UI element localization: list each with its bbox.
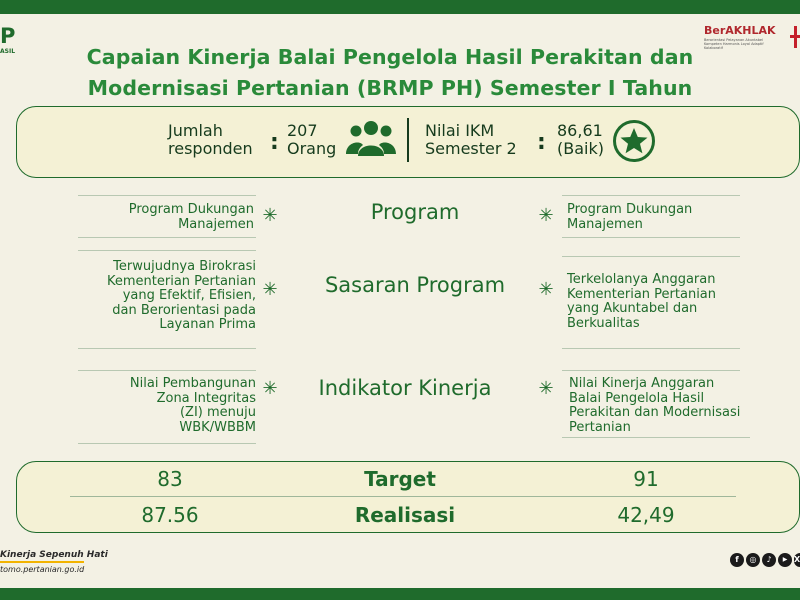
realisasi-left-value: 87.56 — [141, 503, 199, 527]
indikator-left-text — [60, 377, 256, 435]
sasaran-heading: Sasaran Program — [324, 273, 506, 297]
respondents-value-line-1: 207 — [287, 121, 318, 140]
divider-line — [562, 437, 750, 438]
logo-left — [0, 24, 28, 58]
divider-line — [78, 237, 256, 238]
asterisk-icon: ✳ — [262, 378, 278, 399]
text-line: Program Dukungan — [128, 202, 254, 217]
x-icon[interactable]: X — [794, 553, 800, 567]
ikm-value-line-2: (Baik) — [557, 139, 604, 158]
logo-left-sub: ASIL — [0, 48, 16, 55]
sasaran-left-text — [54, 260, 256, 333]
facebook-icon[interactable]: f — [730, 553, 744, 567]
text-line: Nilai Kinerja Anggaran — [569, 376, 715, 391]
text-line: yang Efektif, Efisien, — [122, 288, 256, 303]
program-right-text — [567, 203, 767, 232]
text-line: (ZI) menuju — [179, 405, 256, 420]
sasaran-right-text — [567, 273, 777, 331]
ikm-label — [425, 122, 517, 158]
divider-line — [562, 370, 740, 371]
footer-slogan: Kinerja Sepenuh Hati — [0, 550, 108, 560]
tiktok-icon[interactable]: ♪ — [762, 553, 776, 567]
text-line: yang Akuntabel dan — [567, 301, 698, 316]
realisasi-right-value: 42,49 — [617, 503, 675, 527]
text-line: Terwujudnya Birokrasi — [113, 259, 256, 274]
text-line: Pertanian — [569, 419, 631, 435]
text-line: dan Berorientasi pada — [112, 302, 256, 318]
ikm-value-line-1: 86,61 — [557, 121, 603, 140]
indikator-right-text — [569, 377, 794, 435]
text-line: Nilai Pembangunan — [129, 376, 256, 391]
text-line: Berkualitas — [567, 315, 640, 331]
target-divider — [70, 496, 736, 497]
divider-line — [78, 370, 256, 371]
title-line-2: Modernisasi Pertanian (BRMP PH) Semester I Tahun — [87, 76, 693, 100]
text-line: Kementerian Pertanian — [106, 273, 256, 289]
text-line: Balai Pengelola Hasil — [569, 390, 705, 406]
text-line: WBK/WBBM — [179, 419, 256, 435]
respondents-label — [168, 122, 253, 158]
bottom-bar — [0, 588, 800, 600]
divider-line — [78, 443, 256, 444]
indikator-heading: Indikator Kinerja — [318, 376, 492, 400]
target-left-value: 83 — [157, 467, 183, 491]
asterisk-icon: ✳ — [538, 279, 554, 300]
divider-line — [562, 195, 740, 196]
berakhlak-brand: BerAKHLAK — [704, 24, 776, 37]
text-line: Zona Integritas — [156, 390, 256, 406]
asterisk-icon: ✳ — [262, 205, 278, 226]
red-mark-icon — [790, 26, 800, 50]
ikm-label-line-2: Semester 2 — [425, 139, 517, 158]
text-line: Manajemen — [567, 216, 643, 232]
respondents-colon: : — [270, 130, 279, 155]
respondents-value-line-2: Orang — [287, 139, 337, 158]
ikm-value — [557, 122, 604, 158]
ikm-label-line-1: Nilai IKM — [425, 121, 495, 140]
asterisk-icon: ✳ — [538, 378, 554, 399]
text-line: Program Dukungan — [567, 202, 693, 217]
asterisk-icon: ✳ — [538, 205, 554, 226]
respondents-label-line-2: responden — [168, 139, 253, 158]
text-line: Perakitan dan Modernisasi — [569, 405, 741, 420]
divider-line — [562, 256, 740, 257]
respondents-value — [287, 122, 336, 158]
divider-line — [562, 348, 740, 349]
star-badge-icon — [612, 119, 656, 163]
asterisk-icon: ✳ — [262, 279, 278, 300]
target-label: Target — [364, 467, 436, 491]
respondents-label-line-1: Jumlah — [168, 121, 223, 140]
divider-line — [78, 250, 256, 251]
program-left-text — [60, 203, 254, 232]
instagram-icon[interactable]: ◎ — [746, 553, 760, 567]
footer-url[interactable]: tomo.pertanian.go.id — [0, 565, 85, 574]
divider-line — [78, 195, 256, 196]
top-bar — [0, 0, 800, 14]
logo-left-mark: P — [0, 24, 16, 48]
program-heading: Program — [370, 200, 460, 224]
text-line: Terkelolanya Anggaran — [567, 272, 716, 287]
divider-line — [562, 237, 740, 238]
divider-line — [78, 348, 256, 349]
text-line: Layanan Prima — [159, 317, 256, 332]
people-group-icon — [346, 120, 396, 156]
text-line: Kementerian Pertanian — [567, 286, 717, 302]
summary-divider — [407, 118, 409, 162]
ikm-colon: : — [537, 130, 546, 155]
berakhlak-tagline: Berorientasi Pelayanan Akuntabel Kompeten Harmonis Loyal Adaptif Kolaboratif — [704, 38, 764, 50]
realisasi-label: Realisasi — [354, 503, 456, 527]
title-line-1: Capaian Kinerja Balai Pengelola Hasil Perakitan dan — [86, 45, 694, 69]
target-right-value: 91 — [633, 467, 659, 491]
footer-rule — [0, 561, 84, 563]
text-line: Manajemen — [178, 216, 254, 232]
youtube-icon[interactable]: ▶ — [778, 553, 792, 567]
